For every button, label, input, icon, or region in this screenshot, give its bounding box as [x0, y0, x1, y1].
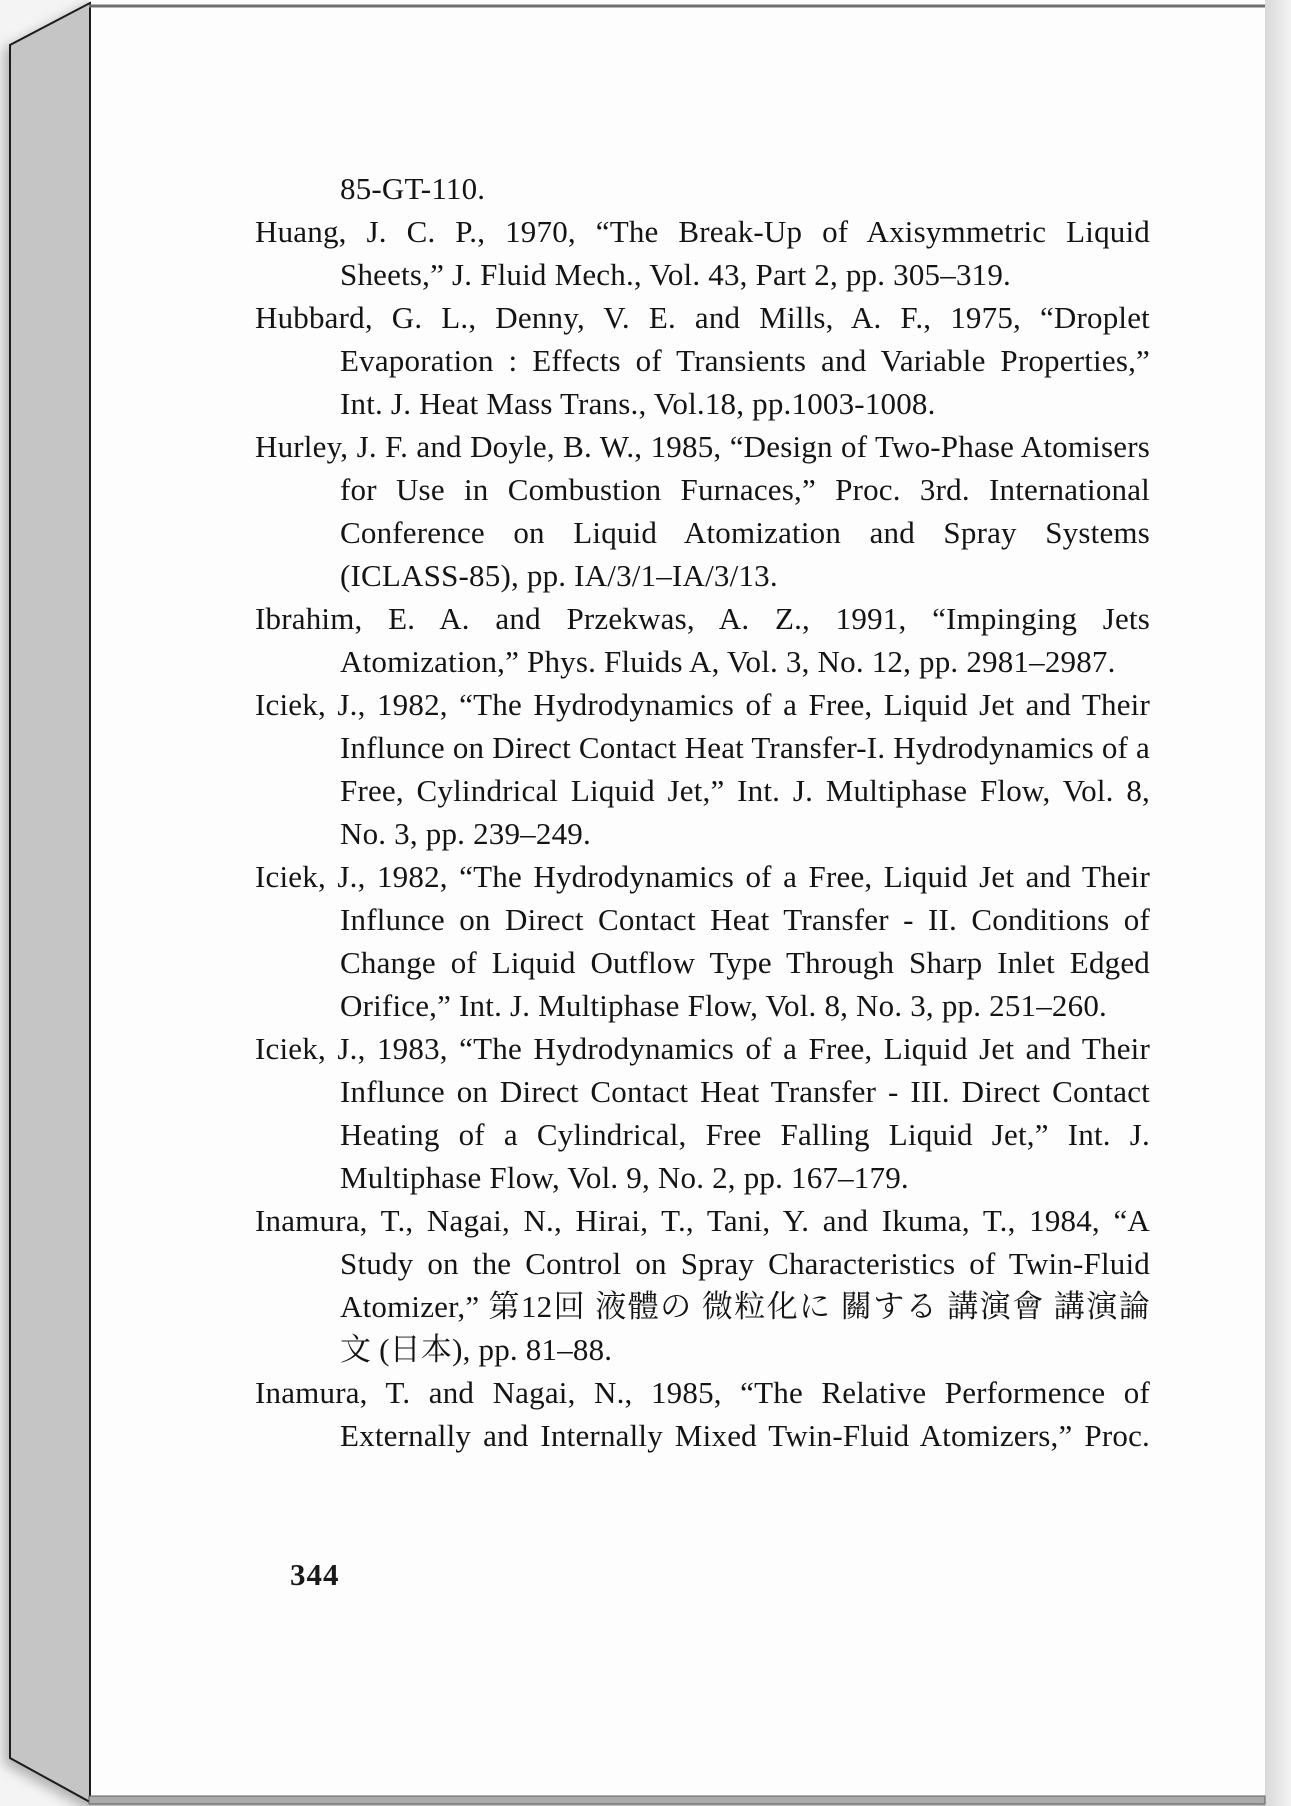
reference-list: [255, 167, 1150, 1457]
page-content: [255, 167, 1150, 1457]
reference-entry: Inamura, T., Nagai, N., Hirai, T., Tani, Y. and Ikuma, T., 1984, “A Study on the Control on Spray Characteristics of Twin-Fluid Atomizer,” 第12回 液體の 微粒化に 關する 講演會 講演論文 (日本), pp. 81–88.: [255, 1203, 1150, 1367]
reference-entry: Iciek, J., 1982, “The Hydrodynamics of a Free, Liquid Jet and Their Influnce on Direct Contact Heat Transfer-I. Hydrodynamics of a Free, Cylindrical Liquid Jet,” Int. J. Multiphase Flow, Vol. 8, No. 3, pp. 239–249.: [255, 687, 1150, 851]
page-bottom-edge-band: [89, 1796, 1265, 1804]
reference-entry: Hubbard, G. L., Denny, V. E. and Mills, A. F., 1975, “Droplet Evaporation : Effects of Transients and Variable Properties,” Int. J. Heat Mass Trans., Vol.18, pp.1003-1008.: [255, 300, 1150, 421]
reference-entry: Iciek, J., 1982, “The Hydrodynamics of a Free, Liquid Jet and Their Influnce on Direct Contact Heat Transfer - II. Conditions of Change of Liquid Outflow Type Through Sharp Inlet Edged Orifice,” Int. J. Multiphase Flow, Vol. 8, No. 3, pp. 251–260.: [255, 859, 1150, 1023]
reference-entry: Huang, J. C. P., 1970, “The Break-Up of Axisymmetric Liquid Sheets,” J. Fluid Mech., Vol. 43, Part 2, pp. 305–319.: [255, 214, 1150, 292]
reference-entry: Iciek, J., 1983, “The Hydrodynamics of a Free, Liquid Jet and Their Influnce on Direct Contact Heat Transfer - III. Direct Contact Heating of a Cylindrical, Free Falling Liquid Jet,” Int. J. Multiphase Flow, Vol. 9, No. 2, pp. 167–179.: [255, 1031, 1150, 1195]
book-spine: [10, 3, 90, 1802]
page-right-edge-shade: [1265, 0, 1291, 1806]
reference-entry: 85-GT-110.: [340, 171, 486, 206]
reference-entry: Inamura, T. and Nagai, N., 1985, “The Relative Performence of Externally and Internally Mixed Twin-Fluid Atomizers,” Proc.: [255, 1375, 1150, 1453]
reference-entry: Hurley, J. F. and Doyle, B. W., 1985, “Design of Two-Phase Atomisers for Use in Combustion Furnaces,” Proc. 3rd. International Conference on Liquid Atomization and Spray Systems (ICLASS-85), pp. IA/3/1–IA/3/13.: [255, 429, 1150, 593]
reference-entry: Ibrahim, E. A. and Przekwas, A. Z., 1991, “Impinging Jets Atomization,” Phys. Fluids A, Vol. 3, No. 12, pp. 2981–2987.: [255, 601, 1150, 679]
page-number: 344: [290, 1557, 340, 1592]
